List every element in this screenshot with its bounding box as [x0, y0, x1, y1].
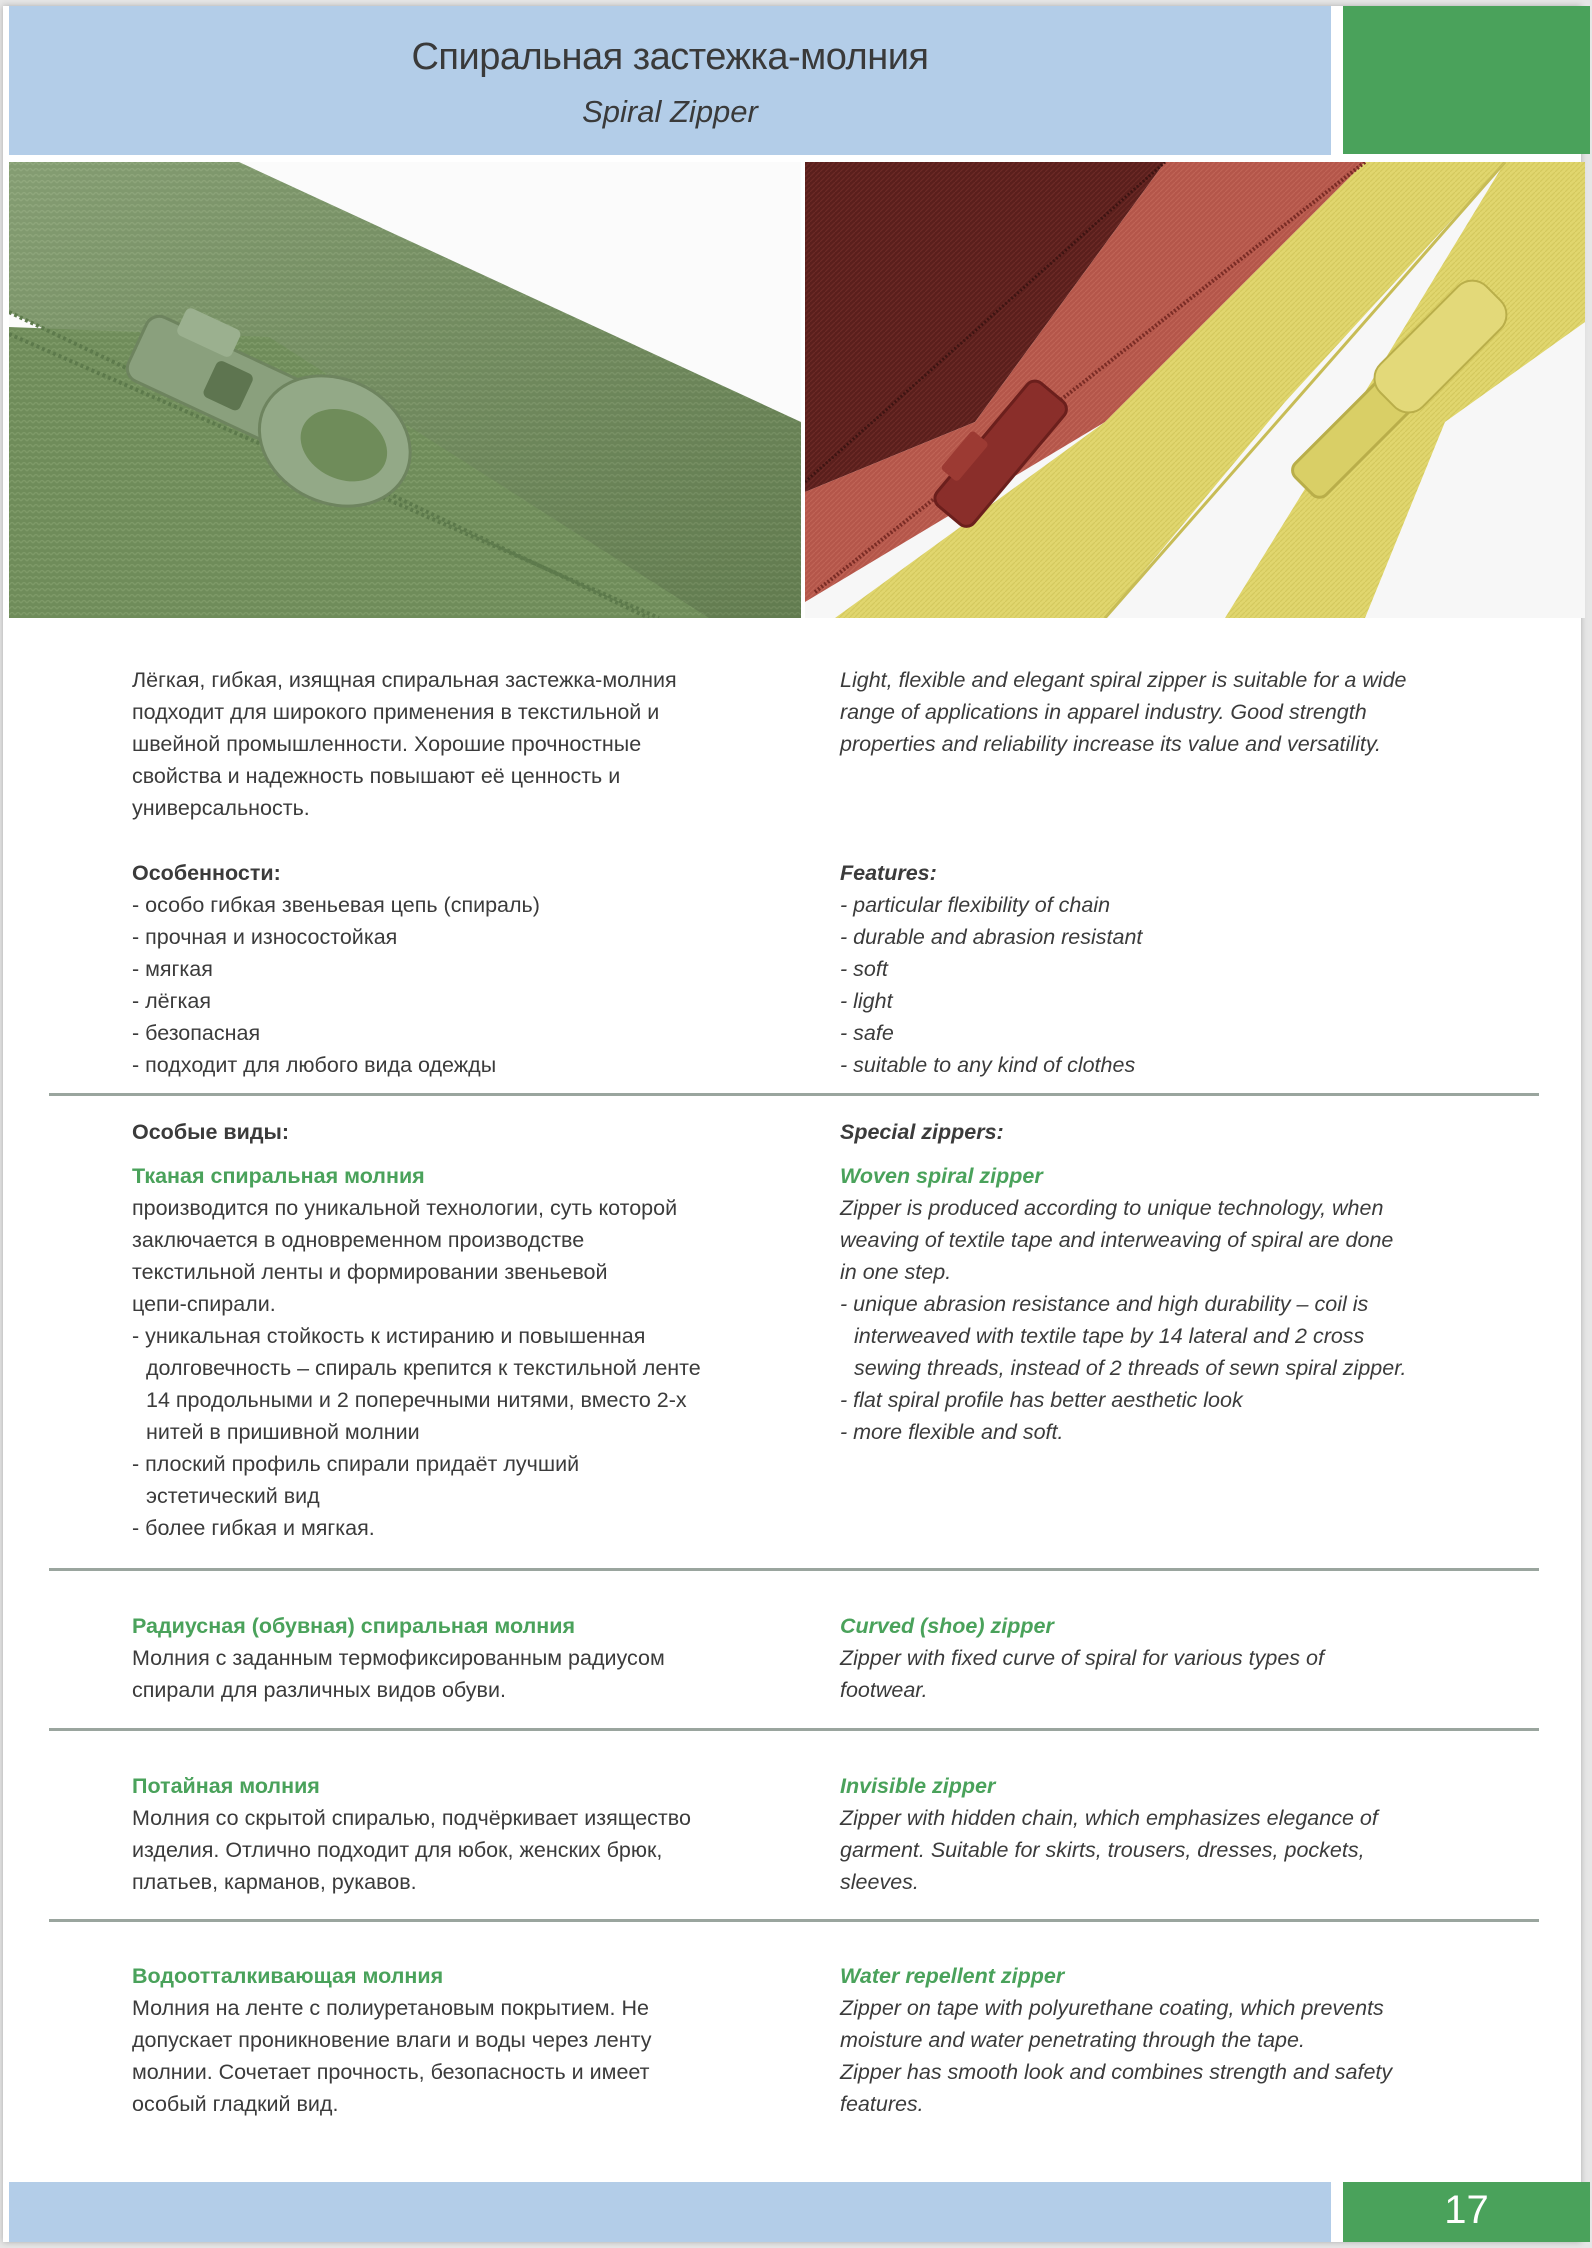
- water-title-en: Water repellent zipper: [840, 1964, 1065, 1988]
- woven-bullet-en: - flat spiral profile has better aesthetic look: [840, 1388, 1243, 1412]
- woven-bullet-ru: - уникальная стойкость к истиранию и повышенная: [132, 1324, 646, 1348]
- curved-en: [840, 1610, 1520, 1706]
- water-text-ru: Молния на ленте с полиуретановым покрытием. Не: [132, 1996, 649, 2020]
- intro-ru-line: Лёгкая, гибкая, изящная спиральная застежка-молния: [132, 668, 677, 692]
- green-zipper-photo: [9, 162, 801, 618]
- feature-item-ru: - подходит для любого вида одежды: [132, 1053, 497, 1077]
- water-text-en: features.: [840, 2092, 924, 2116]
- water-text-ru: особый гладкий вид.: [132, 2092, 339, 2116]
- invisible-title-ru: Потайная молния: [132, 1774, 320, 1798]
- feature-item-en: - soft: [840, 957, 888, 981]
- invisible-text-en: sleeves.: [840, 1870, 919, 1894]
- curved-text-ru: спирали для различных видов обуви.: [132, 1678, 506, 1702]
- features-en: [840, 857, 1520, 1081]
- invisible-ru: [132, 1770, 792, 1898]
- water-text-en: Zipper on tape with polyurethane coating, which prevents: [840, 1996, 1384, 2020]
- curved-text-en: footwear.: [840, 1678, 928, 1702]
- woven-text-ru: цепи-спирали.: [132, 1292, 276, 1316]
- curved-title-ru: Радиусная (обувная) спиральная молния: [132, 1614, 576, 1638]
- section-divider: [49, 1093, 1539, 1096]
- intro-ru-line: швейной промышленности. Хорошие прочностные: [132, 732, 642, 756]
- woven-bullet-en: - more flexible and soft.: [840, 1420, 1064, 1444]
- water-text-en: Zipper has smooth look and combines strength and safety: [840, 2060, 1393, 2084]
- water-title-ru: Водоотталкивающая молния: [132, 1964, 444, 1988]
- green-zipper-illustration: [9, 162, 801, 618]
- intro-ru-line: свойства и надежность повышают её ценность и: [132, 764, 621, 788]
- woven-bullet-ru: - плоский профиль спирали придаёт лучший: [132, 1452, 580, 1476]
- intro-en: [840, 664, 1520, 760]
- header-accent-block: [1343, 6, 1590, 154]
- woven-en: [840, 1116, 1520, 1448]
- invisible-text-ru: Молния со скрытой спиралью, подчёркивает изящество: [132, 1806, 691, 1830]
- water-ru: [132, 1960, 792, 2120]
- section-divider: [49, 1728, 1539, 1731]
- invisible-text-en: garment. Suitable for skirts, trousers, dresses, pockets,: [840, 1838, 1365, 1862]
- intro-ru: [132, 664, 792, 824]
- catalog-page: [3, 6, 1581, 2242]
- footer-page-block: [1343, 2182, 1590, 2242]
- section-divider: [49, 1568, 1539, 1571]
- invisible-text-ru: изделия. Отлично подходит для юбок, женских брюк,: [132, 1838, 663, 1862]
- woven-bullet-en-cont: sewing threads, instead of 2 threads of sewn spiral zipper.: [854, 1356, 1407, 1380]
- feature-item-en: - suitable to any kind of clothes: [840, 1053, 1136, 1077]
- curved-ru: [132, 1610, 792, 1706]
- water-text-en: moisture and water penetrating through the tape.: [840, 2028, 1305, 2052]
- intro-ru-line: универсальность.: [132, 796, 310, 820]
- intro-en-line: properties and reliability increase its value and versatility.: [840, 732, 1381, 756]
- feature-item-ru: - особо гибкая звеньевая цепь (спираль): [132, 893, 540, 917]
- special-heading-ru: Особые виды:: [132, 1120, 289, 1144]
- woven-text-ru: производится по уникальной технологии, суть которой: [132, 1196, 678, 1220]
- curved-text-ru: Молния с заданным термофиксированным радиусом: [132, 1646, 665, 1670]
- feature-item-en: - particular flexibility of chain: [840, 893, 1111, 917]
- woven-bullet-ru-cont: долговечность – спираль крепится к текстильной ленте: [146, 1356, 701, 1380]
- invisible-title-en: Invisible zipper: [840, 1774, 996, 1798]
- woven-title-en: Woven spiral zipper: [840, 1164, 1043, 1188]
- feature-item-ru: - лёгкая: [132, 989, 211, 1013]
- water-text-ru: допускает проникновение влаги и воды через ленту: [132, 2028, 652, 2052]
- woven-bullet-ru-cont: нитей в пришивной молнии: [146, 1420, 420, 1444]
- features-heading-ru: Особенности:: [132, 861, 281, 885]
- woven-text-en: Zipper is produced according to unique technology, when: [840, 1196, 1384, 1220]
- page-title-ru: Спиральная застежка-молния: [411, 36, 929, 78]
- woven-text-en: in one step.: [840, 1260, 952, 1284]
- page-title-en: Spiral Zipper: [582, 94, 758, 129]
- feature-item-ru: - прочная и износостойкая: [132, 925, 398, 949]
- feature-item-en: - durable and abrasion resistant: [840, 925, 1143, 949]
- woven-text-ru: текстильной ленты и формировании звеньевой: [132, 1260, 608, 1284]
- woven-bullet-en: - unique abrasion resistance and high durability – coil is: [840, 1292, 1369, 1316]
- woven-text-en: weaving of textile tape and interweaving of spiral are done: [840, 1228, 1394, 1252]
- special-heading-en: Special zippers:: [840, 1120, 1004, 1144]
- intro-en-line: Light, flexible and elegant spiral zipper is suitable for a wide: [840, 668, 1407, 692]
- page-number: 17: [1444, 2188, 1489, 2232]
- woven-text-ru: заключается в одновременном производстве: [132, 1228, 585, 1252]
- feature-item-en: - safe: [840, 1021, 894, 1045]
- invisible-en: [840, 1770, 1520, 1898]
- woven-bullet-ru-cont: эстетический вид: [146, 1484, 320, 1508]
- footer-banner: [9, 2182, 1331, 2242]
- woven-bullet-ru: - более гибкая и мягкая.: [132, 1516, 375, 1540]
- woven-bullet-ru-cont: 14 продольными и 2 поперечными нитями, вместо 2-х: [146, 1388, 687, 1412]
- water-text-ru: молнии. Сочетает прочность, безопасность и имеет: [132, 2060, 650, 2084]
- feature-item-ru: - безопасная: [132, 1021, 261, 1045]
- invisible-text-ru: платьев, карманов, рукавов.: [132, 1870, 417, 1894]
- woven-ru: [132, 1116, 792, 1544]
- header-banner: [9, 6, 1331, 155]
- feature-item-en: - light: [840, 989, 893, 1013]
- feature-item-ru: - мягкая: [132, 957, 213, 981]
- woven-bullet-en-cont: interweaved with textile tape by 14 lateral and 2 cross: [854, 1324, 1365, 1348]
- colored-zippers-photo: [805, 162, 1585, 618]
- curved-title-en: Curved (shoe) zipper: [840, 1614, 1054, 1638]
- curved-text-en: Zipper with fixed curve of spiral for various types of: [840, 1646, 1324, 1670]
- woven-title-ru: Тканая спиральная молния: [132, 1164, 425, 1188]
- intro-en-line: range of applications in apparel industry. Good strength: [840, 700, 1367, 724]
- intro-ru-line: подходит для широкого применения в текстильной и: [132, 700, 660, 724]
- invisible-text-en: Zipper with hidden chain, which emphasizes elegance of: [840, 1806, 1378, 1830]
- colored-zippers-illustration: [805, 162, 1585, 618]
- features-heading-en: Features:: [840, 861, 937, 885]
- water-en: [840, 1960, 1520, 2120]
- section-divider: [49, 1919, 1539, 1922]
- features-ru: [132, 857, 792, 1081]
